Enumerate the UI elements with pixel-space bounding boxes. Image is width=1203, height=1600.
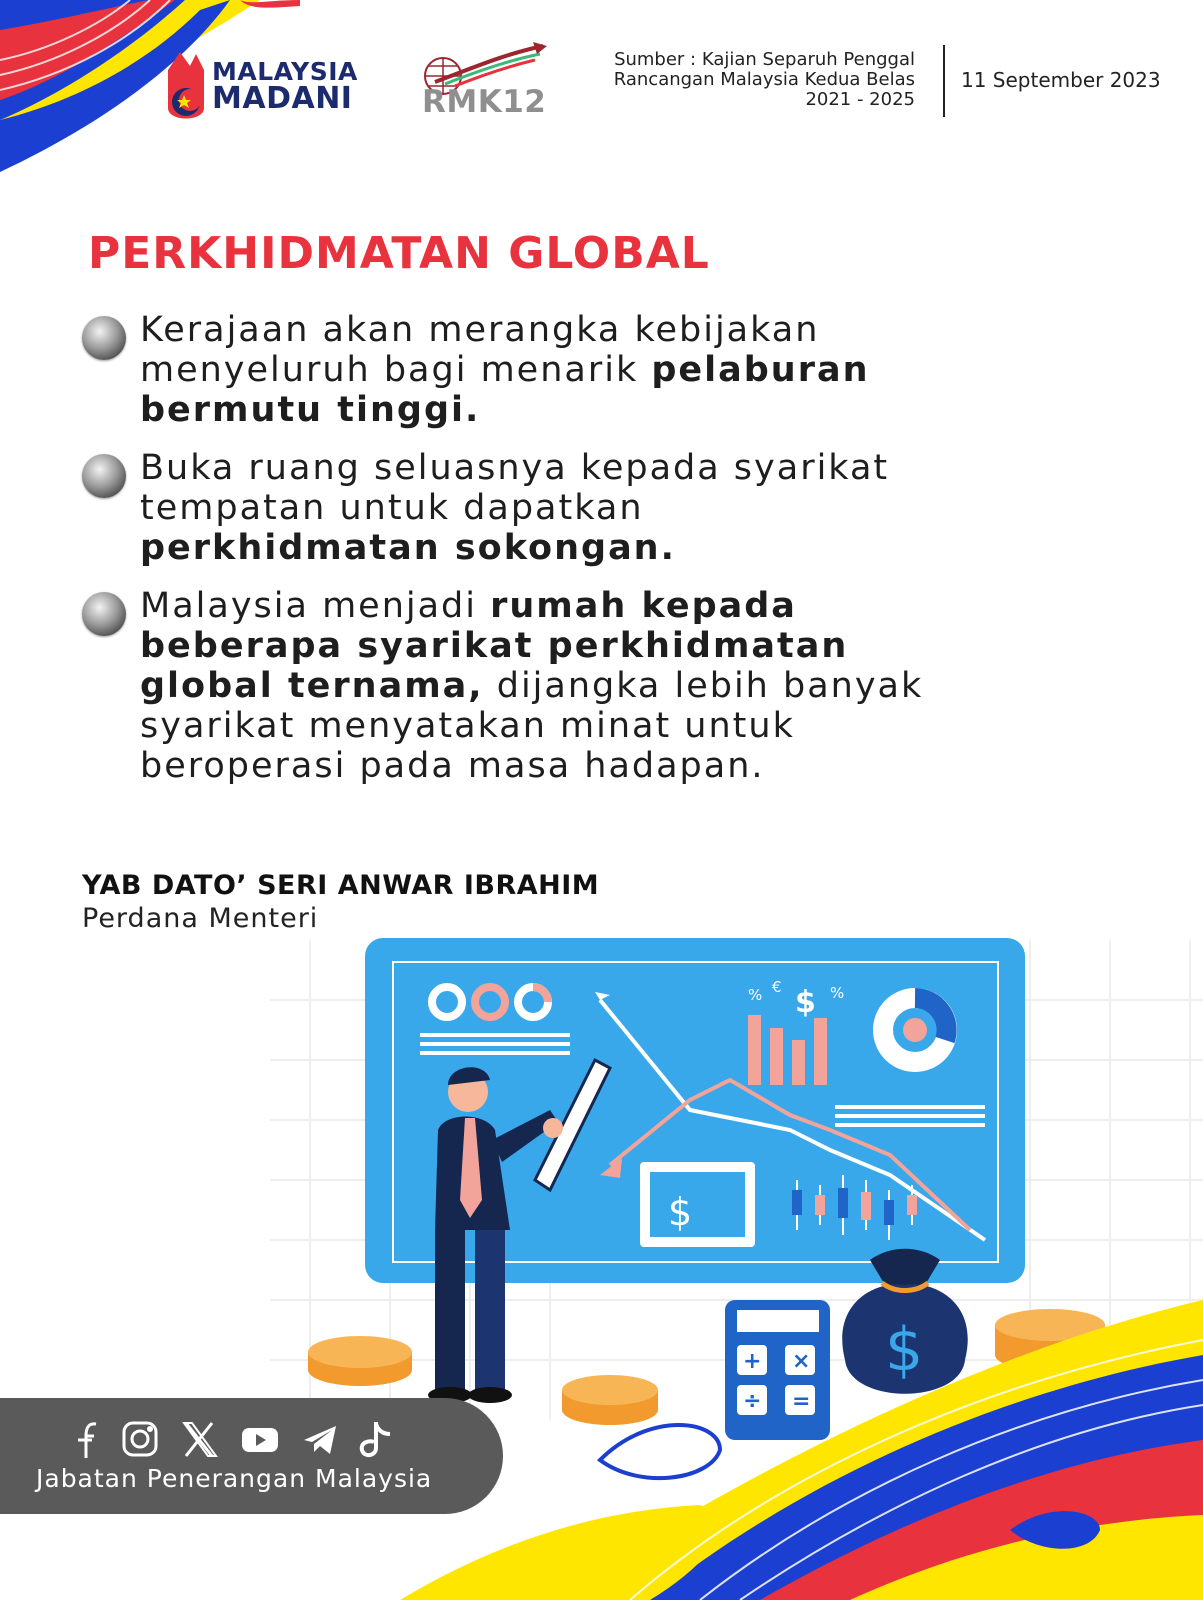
source-citation: Sumber : Kajian Separuh Penggal Rancangan Malaysia Kedua Belas 2021 - 2025 (613, 49, 915, 110)
svg-text:+: + (743, 1349, 762, 1374)
publish-date: 11 September 2023 (961, 68, 1161, 92)
bullet-list (82, 310, 982, 804)
bullet-dot-icon (82, 454, 126, 498)
youtube-icon[interactable] (242, 1428, 278, 1452)
svg-text:€: € (772, 978, 782, 996)
social-icons (64, 1418, 424, 1462)
madani-wordmark: MALAYSIA MADANI (212, 57, 358, 116)
svg-text:%: % (748, 986, 763, 1004)
bullet-item: Kerajaan akan merangka kebijakan menyeluruh bagi menarik pelaburan bermutu tinggi. (82, 310, 980, 430)
svg-text:$: $ (668, 1190, 693, 1234)
tiktok-icon[interactable] (362, 1422, 390, 1455)
bullet-item: Malaysia menjadi rumah kepada beberapa syarikat perkhidmatan global ternama, dijangka lebih banyak syarikat menyatakan minat untuk beroperasi pada masa hadapan. (82, 586, 950, 786)
bullet-item: Buka ruang seluasnya kepada syarikat tempatan untuk dapatkan perkhidmatan sokongan. (82, 448, 950, 568)
rmk12-wordmark: RMK12 (422, 84, 547, 120)
svg-text:÷: ÷ (743, 1389, 762, 1414)
svg-text:$: $ (885, 1315, 924, 1385)
page-title: PERKHIDMATAN GLOBAL (88, 228, 710, 279)
svg-text:$: $ (795, 985, 816, 1020)
instagram-icon[interactable] (124, 1423, 156, 1455)
speaker-name: YAB DATO’ SERI ANWAR IBRAHIM (82, 870, 600, 901)
svg-text:×: × (792, 1349, 811, 1374)
footer-organization: Jabatan Penerangan Malaysia (36, 1464, 433, 1493)
x-icon[interactable] (184, 1423, 216, 1456)
svg-text:=: = (792, 1389, 811, 1414)
svg-text:%: % (830, 984, 845, 1002)
bullet-dot-icon (82, 316, 126, 360)
facebook-icon[interactable] (78, 1424, 96, 1458)
bullet-dot-icon (82, 592, 126, 636)
flag-swoosh-bottom-right (400, 1300, 1203, 1600)
header-divider (943, 45, 945, 117)
telegram-icon[interactable] (304, 1426, 336, 1454)
speaker-role: Perdana Menteri (82, 903, 319, 934)
